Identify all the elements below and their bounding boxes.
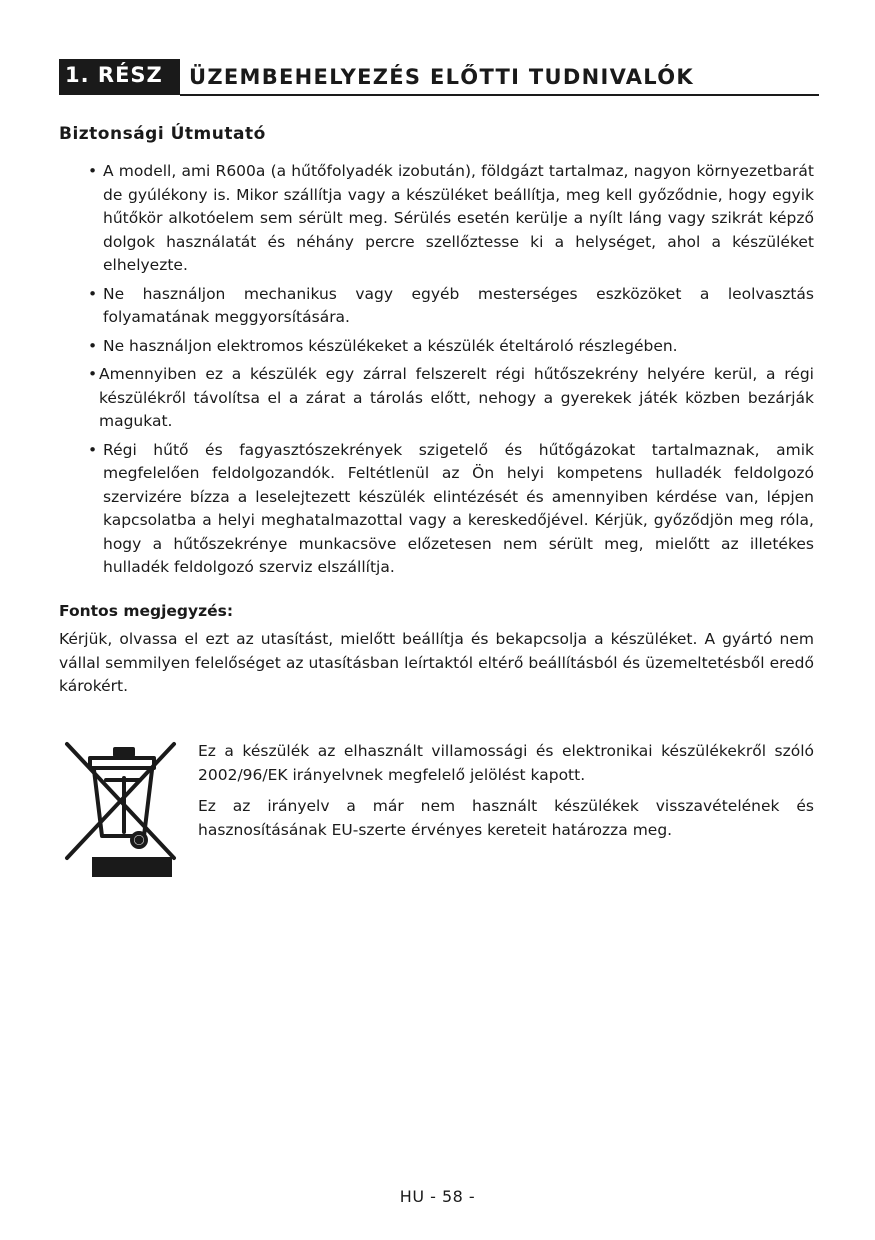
note-heading: Fontos megjegyzés:: [59, 602, 234, 620]
safety-heading: Biztonsági Útmutató: [59, 124, 266, 144]
safety-list: [88, 160, 814, 585]
page-number: HU - 58 -: [399, 1187, 476, 1206]
safety-item: • Ne használjon elektromos készülékeket a készülék ételtároló részlegében.: [88, 335, 814, 359]
weee-paragraph: Ez a készülék az elhasznált villamossági és elektronikai készülékekről szóló 2002/96/EK irányelvnek megfelelő jelölést kapott.: [198, 742, 814, 784]
note-text: Kérjük, olvassa el ezt az utasítást, mielőtt beállítja és bekapcsolja a készüléket. A gyártó nem vállal semmilyen felelőséget az utasításban leírtaktól eltérő beállításból és üzemeltetésből eredő károkért.: [59, 630, 814, 695]
safety-item: • Ne használjon mechanikus vagy egyéb mesterséges eszközöket a leolvasztás folyamatának meggyorsítására.: [88, 283, 814, 330]
part-label: 1. RÉSZ: [59, 59, 180, 95]
page-title: ÜZEMBEHELYEZÉS ELŐTTI TUDNIVALÓK: [189, 65, 694, 89]
safety-item: • Régi hűtő és fagyasztószekrények szigetelő és hűtőgázokat tartalmaznak, amik megfelelően feldolgozandók. Feltétlenül az Ön helyi kompetens hulladék feldolgozó szervizére bízza a leselejtezett készülék elintézését és amennyiben kérdése van, lépjen kapcsolatba a helyi meghatalmazottal vagy a kereskedőjével. Kérjük, győződjön meg róla, hogy a hűtőszekrénye munkacsöve előzetesen nem sérült meg, mielőtt az illetékes hulladék feldolgozó szerviz elszállítja.: [88, 439, 814, 580]
weee-paragraph: Ez az irányelv a már nem használt készülékek visszavételének és hasznosításának EU-szerte érvényes kereteit határozza meg.: [198, 797, 814, 839]
section-header: [59, 58, 819, 96]
crossed-out-wheelie-bin-icon: [62, 740, 180, 880]
weee-text: [198, 740, 814, 850]
safety-item: • Amennyiben ez a készülék egy zárral felszerelt régi hűtőszekrény helyére kerül, a régi készülékről távolítsa el a zárat a tárolás előtt, nehogy a gyerekek játék közben bezárják magukat.: [88, 363, 814, 434]
safety-item: • A modell, ami R600a (a hűtőfolyadék izobután), földgázt tartalmaz, nagyon környezetbarát de gyúlékony is. Mikor szállítja vagy a készüléket beállítja, meg kell győződnie, hogy egyik hűtőkör alkotóelem sem sérült meg. Sérülés esetén kerülje a nyílt láng vagy szikrát képző dolgok használatát és néhány percre szellőztesse ki a helységet, ahol a készüléket elhelyezte.: [88, 160, 814, 278]
header-underline: [180, 94, 819, 96]
